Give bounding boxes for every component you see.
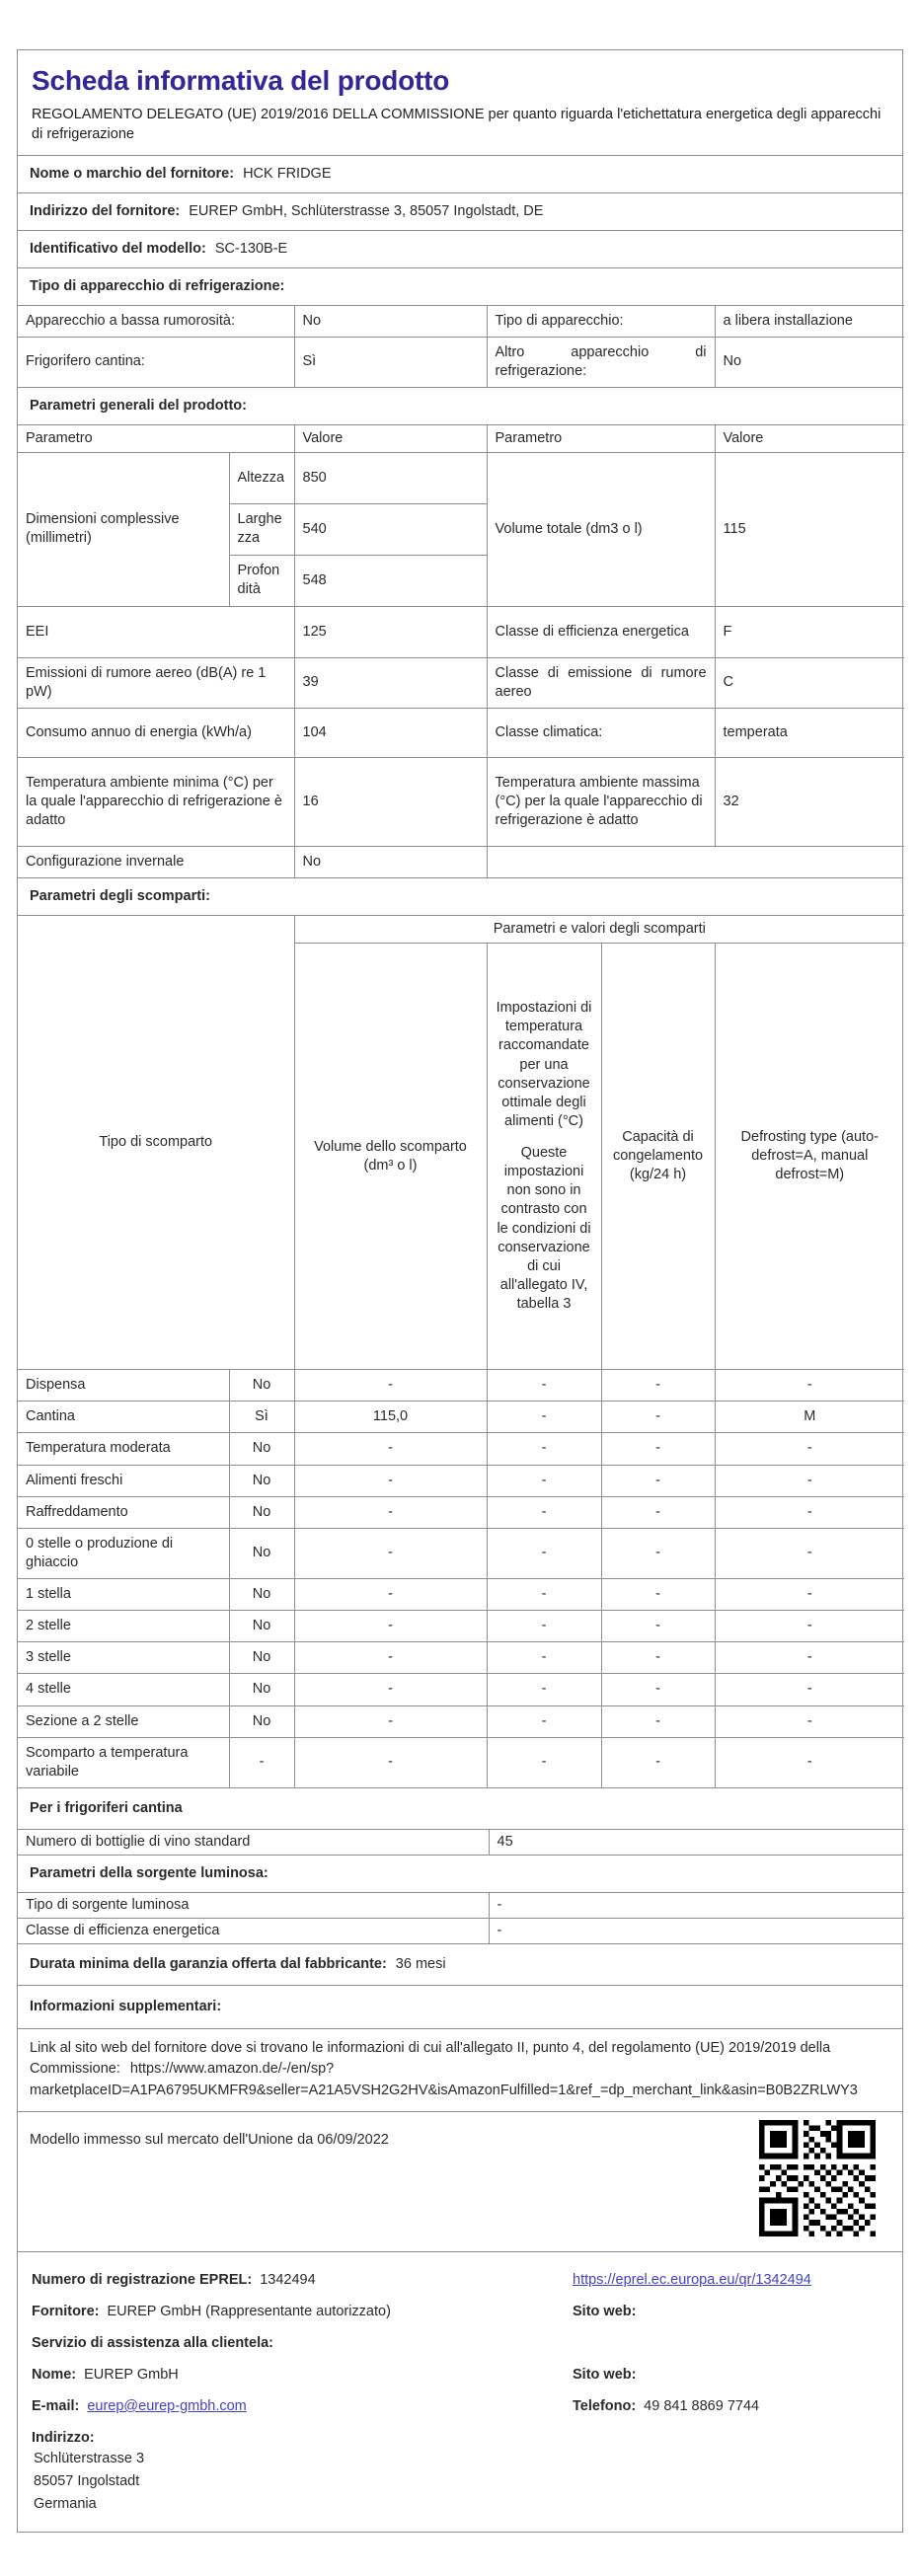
dimension-sublabel: Profondità [229, 555, 294, 606]
compartment-name: 1 stella [18, 1579, 229, 1611]
compartment-capacity: - [601, 1674, 715, 1705]
param-label: Apparecchio a bassa rumorosità: [18, 305, 294, 337]
param-label: Configurazione invernale [18, 847, 294, 878]
param-label: Numero di bottiglie di vino standard [18, 1829, 489, 1855]
compartment-volume: - [294, 1579, 487, 1611]
volume-label: Volume totale (dm3 o l) [487, 452, 715, 606]
param-value: 39 [294, 657, 487, 708]
compartment-temp: - [487, 1579, 601, 1611]
compartment-name: Temperatura moderata [18, 1433, 229, 1465]
page-title: Scheda informativa del prodotto [32, 65, 450, 96]
supplier-website-url: https://www.amazon.de/-/en/sp?marketplaceID=A1PA6795UKMFR9&seller=A21A5VSH2G2HV&isAmazonFulfilled=1&ref_=dp_merchant_link&asin=B0B2ZRLWY3 [30, 2061, 858, 2099]
compartment-capacity: - [601, 1402, 715, 1433]
address-lines [18, 2448, 902, 2516]
compartment-volume: - [294, 1737, 487, 1787]
eprel-qr-link[interactable]: https://eprel.ec.europa.eu/qr/1342494 [573, 2271, 811, 2288]
phone-info [573, 2398, 890, 2414]
param-label: Classe di efficienza energetica [18, 1918, 489, 1943]
compartment-defrost: - [715, 1370, 904, 1402]
table-row [18, 758, 904, 847]
compartment-type-header: Tipo di scomparto [18, 916, 294, 1370]
model-id-value: SC-130B-E [214, 240, 288, 257]
model-id-label: Identificativo del modello: [30, 240, 206, 257]
column-header: Parametro [18, 424, 294, 452]
table-row [18, 452, 904, 503]
compartment-temp: - [487, 1674, 601, 1705]
compartment-present: Sì [229, 1402, 294, 1433]
table-row [18, 1370, 904, 1402]
param-value: - [489, 1892, 904, 1918]
compartment-defrost: - [715, 1496, 904, 1528]
param-value: 16 [294, 758, 487, 847]
market-placement-text: Modello immesso sul mercato dell'Unione da 06/09/2022 [30, 2131, 389, 2148]
dimension-sublabel: Larghezza [229, 503, 294, 555]
market-placement-row [18, 2111, 902, 2251]
compartment-present: No [229, 1496, 294, 1528]
compartment-temp: - [487, 1528, 601, 1578]
address-line: 85057 Ingolstadt [34, 2472, 140, 2489]
compartment-defrost: - [715, 1674, 904, 1705]
customer-service-header: Servizio di assistenza alla clientela: [32, 2334, 273, 2351]
column-header-volume: Volume dello scomparto (dm³ o l) [294, 944, 487, 1370]
warranty-label: Durata minima della garanzia offerta dal fabbricante: [30, 1956, 387, 1972]
dimension-value: 850 [294, 452, 487, 503]
column-header: Valore [294, 424, 487, 452]
compartment-name: 0 stelle o produzione di ghiaccio [18, 1528, 229, 1578]
table-row [18, 847, 904, 878]
compartment-defrost: - [715, 1737, 904, 1787]
supplier-name-row [18, 155, 902, 192]
compartment-capacity: - [601, 1579, 715, 1611]
temp-header-text-1: Impostazioni di temperatura raccomandate per una conservazione ottimale degli alimenti (°C) [496, 1000, 592, 1129]
param-value: - [489, 1918, 904, 1943]
table-row [18, 1705, 904, 1737]
compartment-name: 2 stelle [18, 1611, 229, 1642]
phone-value: 49 841 8869 7744 [644, 2397, 760, 2414]
compartment-volume: - [294, 1611, 487, 1642]
compartment-temp: - [487, 1370, 601, 1402]
footer-contact-block [18, 2251, 902, 2532]
param-value: 104 [294, 709, 487, 758]
compartment-capacity: - [601, 1433, 715, 1465]
compartment-capacity: - [601, 1496, 715, 1528]
param-label: Tipo di apparecchio: [487, 305, 715, 337]
compartment-volume: - [294, 1496, 487, 1528]
table-row [18, 1918, 904, 1943]
service-header-row [18, 2327, 902, 2359]
compartment-name: 4 stelle [18, 1674, 229, 1705]
website-label: Sito web: [573, 2303, 637, 2319]
section-light-source: Parametri della sorgente luminosa: [18, 1855, 902, 1892]
table-header-row [18, 916, 904, 944]
compartment-capacity: - [601, 1465, 715, 1496]
address-line: Germania [34, 2495, 97, 2512]
supplier-name-value: HCK FRIDGE [243, 166, 332, 183]
section-wine-cellar: Per i frigoriferi cantina [18, 1787, 902, 1829]
param-label: EEI [18, 606, 294, 657]
compartment-name: Dispensa [18, 1370, 229, 1402]
compartment-present: No [229, 1528, 294, 1578]
compartment-temp: - [487, 1402, 601, 1433]
supplier-website-note: Link al sito web del fornitore dove si trovano le informazioni di cui all'allegato II, punto 4, del regolamento (UE) 2019/2019 della Commissione: [30, 2039, 831, 2078]
param-label: Classe climatica: [487, 709, 715, 758]
service-name-row [18, 2359, 902, 2390]
service-name [32, 2367, 573, 2383]
compartment-name: Alimenti freschi [18, 1465, 229, 1496]
model-id-row [18, 230, 902, 267]
param-value: 45 [489, 1829, 904, 1855]
supplier-name-label: Nome o marchio del fornitore: [30, 166, 235, 183]
email-phone-row [18, 2390, 902, 2422]
column-header: Valore [715, 424, 904, 452]
compartment-volume: - [294, 1674, 487, 1705]
website-label: Sito web: [573, 2366, 637, 2383]
eprel-registration-row [18, 2264, 902, 2296]
compartment-defrost: - [715, 1579, 904, 1611]
table-row [18, 1611, 904, 1642]
dimension-sublabel: Altezza [229, 452, 294, 503]
compartment-defrost: M [715, 1402, 904, 1433]
warranty-value: 36 mesi [395, 1956, 446, 1972]
compartment-volume: 115,0 [294, 1402, 487, 1433]
section-general-params: Parametri generali del prodotto: [18, 387, 902, 424]
compartment-volume: - [294, 1370, 487, 1402]
address-header-row [18, 2422, 902, 2448]
compartment-capacity: - [601, 1737, 715, 1787]
compartment-temp: - [487, 1433, 601, 1465]
compartment-defrost: - [715, 1611, 904, 1642]
compartment-name: 3 stelle [18, 1642, 229, 1674]
param-value: a libera installazione [715, 305, 904, 337]
address-line: Schlüterstrasse 3 [34, 2450, 145, 2466]
name-label: Nome: [32, 2366, 77, 2383]
table-row [18, 305, 904, 337]
compartments-table [18, 915, 904, 1787]
supplier-row [18, 2296, 902, 2327]
table-row [18, 1642, 904, 1674]
compartment-defrost: - [715, 1528, 904, 1578]
table-row [18, 1892, 904, 1918]
dimensions-label: Dimensioni complessive (millimetri) [18, 452, 229, 606]
param-label: Consumo annuo di energia (kWh/a) [18, 709, 294, 758]
eprel-value: 1342494 [260, 2271, 316, 2288]
supplier-address-label: Indirizzo del fornitore: [30, 202, 181, 219]
param-label: Temperatura ambiente minima (°C) per la quale l'apparecchio di refrigerazione è adatto [18, 758, 294, 847]
email-label: E-mail: [32, 2397, 80, 2414]
compartment-volume: - [294, 1705, 487, 1737]
compartment-temp: - [487, 1465, 601, 1496]
table-row [18, 1496, 904, 1528]
compartment-present: No [229, 1642, 294, 1674]
compartment-capacity: - [601, 1370, 715, 1402]
column-header-capacity: Capacità di congelamento (kg/24 h) [601, 944, 715, 1370]
table-row [18, 1402, 904, 1433]
param-label: Tipo di sorgente luminosa [18, 1892, 489, 1918]
eprel-label: Numero di registrazione EPREL: [32, 2271, 253, 2288]
table-header-row [18, 424, 904, 452]
name-value: EUREP GmbH [84, 2366, 179, 2383]
compartment-temp: - [487, 1737, 601, 1787]
compartment-name: Sezione a 2 stelle [18, 1705, 229, 1737]
compartment-present: - [229, 1737, 294, 1787]
compartment-volume: - [294, 1528, 487, 1578]
table-row [18, 337, 904, 387]
title-block [18, 50, 902, 155]
param-label: Frigorifero cantina: [18, 337, 294, 387]
param-value: Sì [294, 337, 487, 387]
param-label: Classe di emissione di rumore aereo [487, 657, 715, 708]
compartment-present: No [229, 1674, 294, 1705]
compartment-temp: - [487, 1642, 601, 1674]
supplier-label: Fornitore: [32, 2303, 100, 2319]
param-value: No [294, 305, 487, 337]
qr-code-icon [759, 2120, 876, 2236]
compartment-capacity: - [601, 1528, 715, 1578]
compartment-capacity: - [601, 1642, 715, 1674]
table-row [18, 1579, 904, 1611]
compartment-capacity: - [601, 1705, 715, 1737]
eprel-registration [32, 2272, 573, 2288]
compartment-defrost: - [715, 1705, 904, 1737]
table-row [18, 1433, 904, 1465]
dimension-value: 540 [294, 503, 487, 555]
regulation-subtitle: REGOLAMENTO DELEGATO (UE) 2019/2016 DELLA COMMISSIONE per quanto riguarda l'etichettatura energetica degli apparecchi di refrigerazione [32, 107, 882, 142]
group-header: Parametri e valori degli scomparti [294, 916, 904, 944]
supplementary-link-row [18, 2028, 902, 2111]
compartment-present: No [229, 1611, 294, 1642]
param-value: temperata [715, 709, 904, 758]
dimension-value: 548 [294, 555, 487, 606]
supplier-info [32, 2304, 573, 2319]
light-source-table [18, 1892, 904, 1943]
compartment-defrost: - [715, 1642, 904, 1674]
warranty-row [18, 1943, 902, 1985]
param-label: Emissioni di rumore aereo (dB(A) re 1 pW) [18, 657, 294, 708]
volume-value: 115 [715, 452, 904, 606]
compartment-temp: - [487, 1496, 601, 1528]
compartment-volume: - [294, 1433, 487, 1465]
email-info [32, 2398, 573, 2414]
supplier-value: EUREP GmbH (Rappresentante autorizzato) [107, 2303, 391, 2319]
param-label: Classe di efficienza energetica [487, 606, 715, 657]
table-row [18, 1528, 904, 1578]
param-label: Temperatura ambiente massima (°C) per la quale l'apparecchio di refrigerazione è adatto [487, 758, 715, 847]
compartment-present: No [229, 1370, 294, 1402]
compartment-temp: - [487, 1705, 601, 1737]
param-value: F [715, 606, 904, 657]
compartment-name: Raffreddamento [18, 1496, 229, 1528]
compartment-present: No [229, 1465, 294, 1496]
phone-label: Telefono: [573, 2397, 637, 2414]
compartment-volume: - [294, 1465, 487, 1496]
param-value: C [715, 657, 904, 708]
column-header-temperature [487, 944, 601, 1370]
temp-header-text-2: Queste impostazioni non sono in contrasto con le condizioni di conservazione di cui all'allegato IV, tabella 3 [497, 1145, 591, 1313]
compartment-present: No [229, 1433, 294, 1465]
section-compartments: Parametri degli scomparti: [18, 877, 902, 915]
column-header: Parametro [487, 424, 715, 452]
compartment-defrost: - [715, 1433, 904, 1465]
general-params-table [18, 424, 904, 878]
supplier-address-row [18, 192, 902, 230]
compartment-volume: - [294, 1642, 487, 1674]
section-appliance-type: Tipo di apparecchio di refrigerazione: [18, 267, 902, 305]
param-value: 32 [715, 758, 904, 847]
supplier-address-value: EUREP GmbH, Schlüterstrasse 3, 85057 Ingolstadt, DE [189, 202, 544, 219]
product-datasheet [17, 49, 903, 2533]
empty-cell [487, 847, 904, 878]
param-label: Altro apparecchio di refrigerazione: [487, 337, 715, 387]
address-label: Indirizzo: [32, 2429, 95, 2446]
table-row [18, 1674, 904, 1705]
compartment-capacity: - [601, 1611, 715, 1642]
column-header-defrost: Defrosting type (auto-defrost=A, manual defrost=M) [715, 944, 904, 1370]
table-row [18, 709, 904, 758]
table-row [18, 606, 904, 657]
section-supplementary: Informazioni supplementari: [18, 1985, 902, 2028]
compartment-name: Scomparto a temperatura variabile [18, 1737, 229, 1787]
param-value: No [294, 847, 487, 878]
email-link[interactable]: eurep@eurep-gmbh.com [87, 2397, 247, 2414]
compartment-present: No [229, 1579, 294, 1611]
table-row [18, 1465, 904, 1496]
table-row [18, 657, 904, 708]
compartment-temp: - [487, 1611, 601, 1642]
wine-bottles-table [18, 1829, 904, 1855]
compartment-name: Cantina [18, 1402, 229, 1433]
appliance-type-table [18, 305, 904, 387]
param-value: No [715, 337, 904, 387]
compartment-defrost: - [715, 1465, 904, 1496]
table-row [18, 1829, 904, 1855]
param-value: 125 [294, 606, 487, 657]
compartment-present: No [229, 1705, 294, 1737]
table-row [18, 1737, 904, 1787]
